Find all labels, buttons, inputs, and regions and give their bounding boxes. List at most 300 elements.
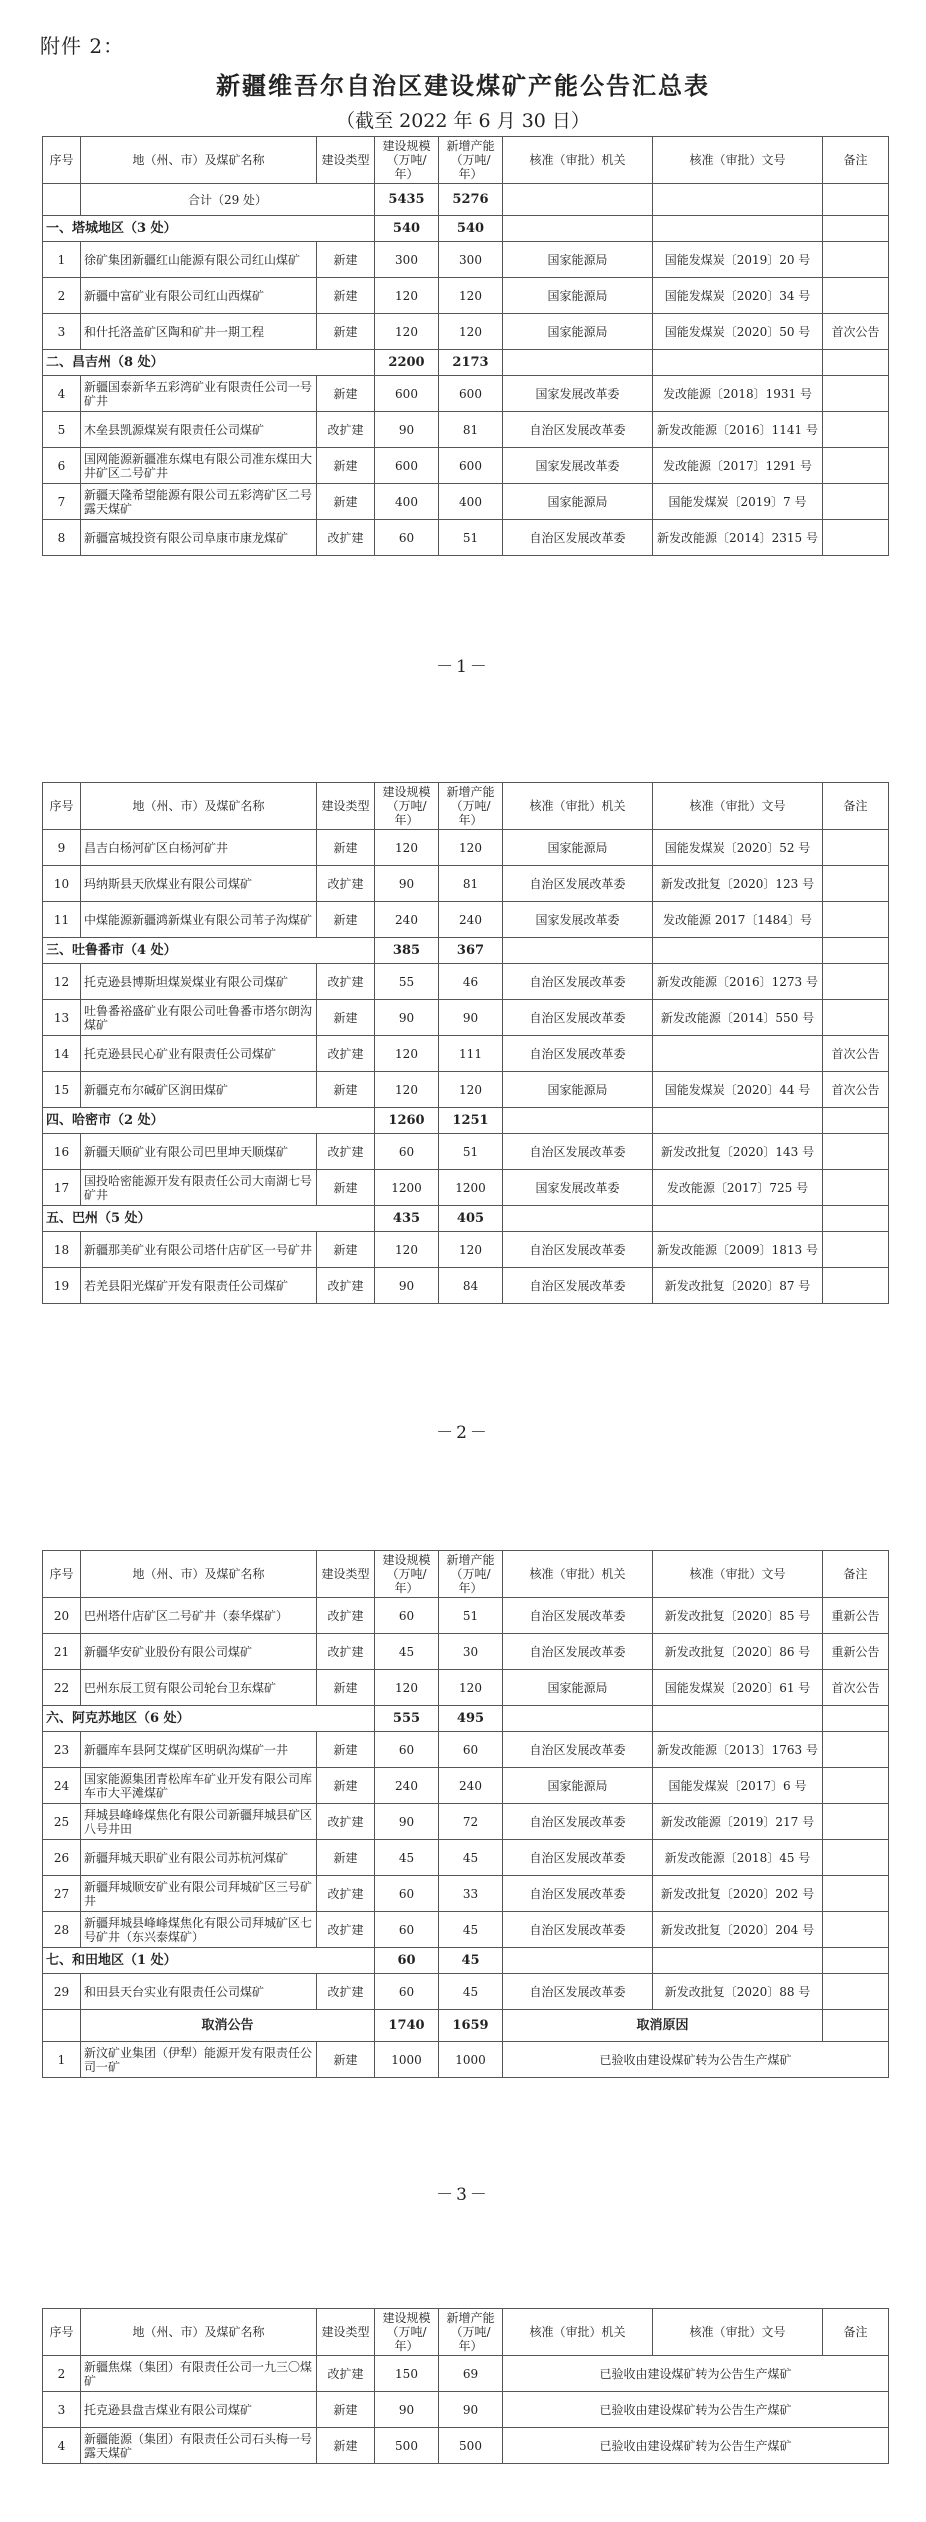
cell-note [823, 448, 889, 484]
cell-blank [503, 1706, 653, 1732]
cell-authority: 自治区发展改革委 [503, 1634, 653, 1670]
cell-scale: 45 [375, 1840, 439, 1876]
cell-scale: 60 [375, 1134, 439, 1170]
table-row [43, 1670, 889, 1706]
cell-scale: 600 [375, 448, 439, 484]
document-title: 新疆维吾尔自治区建设煤矿产能公告汇总表 [216, 71, 710, 100]
table-row [43, 1634, 889, 1670]
cell-capacity: 60 [439, 1732, 503, 1768]
cell-note: 首次公告 [823, 1072, 889, 1108]
table-row [43, 1840, 889, 1876]
cell-mine-name: 玛纳斯县天欣煤业有限公司煤矿 [81, 866, 317, 902]
cell-doc-number: 新发改能源〔2009〕1813 号 [653, 1232, 823, 1268]
header-scale: 建设规模（万吨/年） [375, 2309, 439, 2356]
cell-type: 改扩建 [317, 866, 375, 902]
cell-authority: 自治区发展改革委 [503, 1598, 653, 1634]
cell-note: 首次公告 [823, 314, 889, 350]
cell-type: 改扩建 [317, 1804, 375, 1840]
cell-authority: 国家能源局 [503, 830, 653, 866]
cell-authority: 自治区发展改革委 [503, 1876, 653, 1912]
cell-doc-number: 国能发煤炭〔2020〕61 号 [653, 1670, 823, 1706]
cell-mine-name: 新疆能源（集团）有限责任公司石头梅一号露天煤矿 [81, 2428, 317, 2464]
section-label: 五、巴州（5 处） [43, 1206, 375, 1232]
table-row [43, 1768, 889, 1804]
cell-doc-number: 发改能源〔2018〕1931 号 [653, 376, 823, 412]
header-row [43, 783, 889, 830]
cell-scale: 120 [375, 830, 439, 866]
section-label: 四、哈密市（2 处） [43, 1108, 375, 1134]
header-no: 序号 [43, 137, 81, 184]
cell-type: 改扩建 [317, 2356, 375, 2392]
cell-no: 29 [43, 1974, 81, 2010]
cell-mine-name: 新疆天顺矿业有限公司巴里坤天顺煤矿 [81, 1134, 317, 1170]
cell-no: 28 [43, 1912, 81, 1948]
cell-type: 改扩建 [317, 1268, 375, 1304]
cell-no: 8 [43, 520, 81, 556]
cell-blank [503, 1948, 653, 1974]
header-no: 序号 [43, 2309, 81, 2356]
cell-authority: 国家能源局 [503, 1072, 653, 1108]
cell-mine-name: 新疆华安矿业股份有限公司煤矿 [81, 1634, 317, 1670]
cell-type: 改扩建 [317, 1912, 375, 1948]
table-row [43, 376, 889, 412]
cancel-reason-header: 取消原因 [503, 2010, 823, 2042]
cell-note [823, 1232, 889, 1268]
header-authority: 核准（审批）机关 [503, 137, 653, 184]
cell-mine-name: 新汶矿业集团（伊犁）能源开发有限责任公司一矿 [81, 2042, 317, 2078]
table-row [43, 964, 889, 1000]
cell-no: 17 [43, 1170, 81, 1206]
table-row [43, 938, 889, 964]
cell-mine-name: 新疆拜城县峰峰煤焦化有限公司拜城矿区七号矿井（东兴泰煤矿） [81, 1912, 317, 1948]
cell-blank [653, 1108, 823, 1134]
header-type: 建设类型 [317, 783, 375, 830]
header-capacity: 新增产能（万吨/年） [439, 137, 503, 184]
cell-blank [653, 350, 823, 376]
cell-authority: 自治区发展改革委 [503, 1840, 653, 1876]
cell-capacity: 120 [439, 314, 503, 350]
cell-scale: 90 [375, 1000, 439, 1036]
cell-doc-number: 新发改批复〔2020〕123 号 [653, 866, 823, 902]
header-note: 备注 [823, 137, 889, 184]
cell-no: 13 [43, 1000, 81, 1036]
cell-capacity: 30 [439, 1634, 503, 1670]
cell-authority: 国家发展改革委 [503, 448, 653, 484]
cell-doc-number: 新发改能源〔2014〕2315 号 [653, 520, 823, 556]
cell-type: 新建 [317, 1232, 375, 1268]
cell-no: 25 [43, 1804, 81, 1840]
cell-scale: 90 [375, 412, 439, 448]
cell-type: 改扩建 [317, 520, 375, 556]
cell-blank [43, 2010, 81, 2042]
table-row [43, 1036, 889, 1072]
cell-authority: 国家能源局 [503, 278, 653, 314]
section-capacity: 1251 [439, 1108, 503, 1134]
cell-mine-name: 新疆库车县阿艾煤矿区明矾沟煤矿一井 [81, 1732, 317, 1768]
header-name: 地（州、市）及煤矿名称 [81, 2309, 317, 2356]
cell-note [823, 1000, 889, 1036]
cell-note [823, 278, 889, 314]
section-capacity: 2173 [439, 350, 503, 376]
cell-mine-name: 巴州东辰工贸有限公司轮台卫东煤矿 [81, 1670, 317, 1706]
section-capacity: 45 [439, 1948, 503, 1974]
cell-capacity: 300 [439, 242, 503, 278]
cell-capacity: 69 [439, 2356, 503, 2392]
cell-blank [43, 184, 81, 216]
header-name: 地（州、市）及煤矿名称 [81, 783, 317, 830]
cell-authority: 国家发展改革委 [503, 902, 653, 938]
section-scale: 540 [375, 216, 439, 242]
cell-capacity: 500 [439, 2428, 503, 2464]
cell-type: 新建 [317, 242, 375, 278]
cell-scale: 500 [375, 2428, 439, 2464]
cell-type: 新建 [317, 1670, 375, 1706]
cell-authority: 自治区发展改革委 [503, 1268, 653, 1304]
cell-no: 11 [43, 902, 81, 938]
cell-authority: 国家能源局 [503, 1670, 653, 1706]
cell-scale: 300 [375, 242, 439, 278]
cell-blank [823, 938, 889, 964]
summary-table-page-4 [42, 2308, 889, 2464]
cell-scale: 240 [375, 902, 439, 938]
cell-scale: 45 [375, 1634, 439, 1670]
table-row [43, 2428, 889, 2464]
cell-no: 20 [43, 1598, 81, 1634]
table-row [43, 314, 889, 350]
header-doc-number: 核准（审批）文号 [653, 2309, 823, 2356]
cell-type: 新建 [317, 1840, 375, 1876]
cell-type: 改扩建 [317, 1598, 375, 1634]
header-type: 建设类型 [317, 2309, 375, 2356]
cell-mine-name: 和什托洛盖矿区陶和矿井一期工程 [81, 314, 317, 350]
table-row [43, 484, 889, 520]
section-capacity: 405 [439, 1206, 503, 1232]
header-scale: 建设规模（万吨/年） [375, 137, 439, 184]
cell-type: 新建 [317, 278, 375, 314]
table-row [43, 902, 889, 938]
cell-mine-name: 新疆天隆希望能源有限公司五彩湾矿区二号露天煤矿 [81, 484, 317, 520]
cell-authority: 国家能源局 [503, 314, 653, 350]
cell-note [823, 1912, 889, 1948]
table-row [43, 278, 889, 314]
cell-blank [823, 1948, 889, 1974]
cell-blank [503, 1108, 653, 1134]
table-row [43, 1732, 889, 1768]
table-row [43, 1206, 889, 1232]
cell-cancel-reason: 已验收由建设煤矿转为公告生产煤矿 [503, 2042, 889, 2078]
section-scale: 2200 [375, 350, 439, 376]
header-row [43, 137, 889, 184]
cell-scale: 120 [375, 1670, 439, 1706]
cell-note [823, 1170, 889, 1206]
attachment-label: 附件 2： [40, 34, 125, 58]
cell-authority: 自治区发展改革委 [503, 1036, 653, 1072]
header-capacity: 新增产能（万吨/年） [439, 783, 503, 830]
table-row [43, 1912, 889, 1948]
cell-capacity: 46 [439, 964, 503, 1000]
table-row [43, 866, 889, 902]
cell-doc-number: 国能发煤炭〔2020〕34 号 [653, 278, 823, 314]
cell-type: 新建 [317, 2042, 375, 2078]
cell-capacity: 51 [439, 1598, 503, 1634]
cell-mine-name: 吐鲁番裕盛矿业有限公司吐鲁番市塔尔朗沟煤矿 [81, 1000, 317, 1036]
page-number: －2－ [436, 1423, 490, 1443]
cell-scale: 120 [375, 1232, 439, 1268]
cell-type: 改扩建 [317, 412, 375, 448]
table-row [43, 1598, 889, 1634]
cell-type: 新建 [317, 314, 375, 350]
section-label: 一、塔城地区（3 处） [43, 216, 375, 242]
cell-authority: 自治区发展改革委 [503, 1912, 653, 1948]
cell-no: 26 [43, 1840, 81, 1876]
cell-blank [653, 1706, 823, 1732]
cell-type: 新建 [317, 376, 375, 412]
cell-authority: 国家发展改革委 [503, 1170, 653, 1206]
cell-doc-number: 发改能源 2017〔1484〕号 [653, 902, 823, 938]
cell-scale: 1000 [375, 2042, 439, 2078]
cell-note [823, 964, 889, 1000]
cell-blank [503, 184, 653, 216]
cell-scale: 55 [375, 964, 439, 1000]
cell-scale: 60 [375, 1912, 439, 1948]
cell-doc-number: 新发改能源〔2013〕1763 号 [653, 1732, 823, 1768]
total-label: 合计（29 处） [81, 184, 375, 216]
cell-capacity: 120 [439, 278, 503, 314]
section-label: 二、昌吉州（8 处） [43, 350, 375, 376]
cell-authority: 国家发展改革委 [503, 376, 653, 412]
summary-table-page-3 [42, 1550, 889, 2078]
cell-scale: 60 [375, 1876, 439, 1912]
cell-doc-number: 发改能源〔2017〕725 号 [653, 1170, 823, 1206]
table-row [43, 830, 889, 866]
cell-no: 10 [43, 866, 81, 902]
cell-capacity: 600 [439, 376, 503, 412]
cell-cancel-reason: 已验收由建设煤矿转为公告生产煤矿 [503, 2428, 889, 2464]
section-label: 六、阿克苏地区（6 处） [43, 1706, 375, 1732]
section-scale: 60 [375, 1948, 439, 1974]
header-name: 地（州、市）及煤矿名称 [81, 1551, 317, 1598]
cell-mine-name: 国网能源新疆准东煤电有限公司准东煤田大井矿区二号矿井 [81, 448, 317, 484]
cell-scale: 90 [375, 2392, 439, 2428]
cell-mine-name: 新疆焦煤（集团）有限责任公司一九三〇煤矿 [81, 2356, 317, 2392]
cell-capacity: 1000 [439, 2042, 503, 2078]
cell-doc-number [653, 1036, 823, 1072]
cell-blank [823, 350, 889, 376]
header-scale: 建设规模（万吨/年） [375, 783, 439, 830]
cell-capacity: 51 [439, 1134, 503, 1170]
cell-scale: 120 [375, 1072, 439, 1108]
table-row [43, 1108, 889, 1134]
cell-note [823, 1768, 889, 1804]
cell-capacity: 33 [439, 1876, 503, 1912]
header-note: 备注 [823, 1551, 889, 1598]
cell-scale: 90 [375, 866, 439, 902]
cell-mine-name: 托克逊县博斯坦煤炭煤业有限公司煤矿 [81, 964, 317, 1000]
cell-mine-name: 若羌县阳光煤矿开发有限责任公司煤矿 [81, 1268, 317, 1304]
cell-capacity: 120 [439, 1232, 503, 1268]
cell-no: 5 [43, 412, 81, 448]
table-row [43, 1804, 889, 1840]
cell-mine-name: 托克逊县民心矿业有限责任公司煤矿 [81, 1036, 317, 1072]
cell-capacity: 240 [439, 902, 503, 938]
cell-cancel-reason: 已验收由建设煤矿转为公告生产煤矿 [503, 2356, 889, 2392]
cell-type: 改扩建 [317, 1036, 375, 1072]
cell-note [823, 1134, 889, 1170]
cell-scale: 120 [375, 278, 439, 314]
cell-mine-name: 新疆中富矿业有限公司红山西煤矿 [81, 278, 317, 314]
section-capacity: 540 [439, 216, 503, 242]
cell-doc-number: 新发改能源〔2014〕550 号 [653, 1000, 823, 1036]
cell-mine-name: 巴州塔什店矿区二号矿井（泰华煤矿） [81, 1598, 317, 1634]
table-row [43, 2010, 889, 2042]
cell-scale: 150 [375, 2356, 439, 2392]
table-row [43, 1268, 889, 1304]
cell-no: 12 [43, 964, 81, 1000]
cell-authority: 国家能源局 [503, 484, 653, 520]
section-capacity: 367 [439, 938, 503, 964]
cell-type: 新建 [317, 484, 375, 520]
cell-type: 新建 [317, 1000, 375, 1036]
cell-doc-number: 新发改能源〔2018〕45 号 [653, 1840, 823, 1876]
cell-mine-name: 新疆拜城天职矿业有限公司苏杭河煤矿 [81, 1840, 317, 1876]
cell-no: 3 [43, 314, 81, 350]
cell-mine-name: 国投哈密能源开发有限责任公司大南湖七号矿井 [81, 1170, 317, 1206]
cell-scale: 90 [375, 1268, 439, 1304]
cell-no: 18 [43, 1232, 81, 1268]
table-row [43, 2356, 889, 2392]
cell-no: 15 [43, 1072, 81, 1108]
cell-authority: 国家能源局 [503, 1768, 653, 1804]
cell-mine-name: 新疆国泰新华五彩湾矿业有限责任公司一号矿井 [81, 376, 317, 412]
cell-doc-number: 新发改批复〔2020〕86 号 [653, 1634, 823, 1670]
cell-mine-name: 和田县天台实业有限责任公司煤矿 [81, 1974, 317, 2010]
cell-authority: 自治区发展改革委 [503, 1804, 653, 1840]
header-row [43, 2309, 889, 2356]
cell-scale: 1200 [375, 1170, 439, 1206]
cell-note [823, 1268, 889, 1304]
cell-authority: 自治区发展改革委 [503, 964, 653, 1000]
header-name: 地（州、市）及煤矿名称 [81, 137, 317, 184]
cell-scale: 60 [375, 520, 439, 556]
cell-no: 2 [43, 2356, 81, 2392]
section-scale: 385 [375, 938, 439, 964]
cell-no: 6 [43, 448, 81, 484]
table-row [43, 1974, 889, 2010]
table-row [43, 350, 889, 376]
cell-authority: 自治区发展改革委 [503, 1134, 653, 1170]
cell-authority: 自治区发展改革委 [503, 866, 653, 902]
cancel-section-label: 取消公告 [81, 2010, 375, 2042]
cell-no: 1 [43, 2042, 81, 2078]
table-row [43, 1706, 889, 1732]
cell-no: 4 [43, 2428, 81, 2464]
section-label: 七、和田地区（1 处） [43, 1948, 375, 1974]
header-authority: 核准（审批）机关 [503, 783, 653, 830]
cell-capacity: 45 [439, 1912, 503, 1948]
cell-type: 新建 [317, 830, 375, 866]
document-subtitle: （截至 2022 年 6 月 30 日） [336, 110, 590, 132]
table-row [43, 1000, 889, 1036]
cell-mine-name: 新疆克布尔碱矿区润田煤矿 [81, 1072, 317, 1108]
section-scale: 1260 [375, 1108, 439, 1134]
cell-blank [823, 216, 889, 242]
header-capacity: 新增产能（万吨/年） [439, 1551, 503, 1598]
cell-note [823, 830, 889, 866]
cell-note [823, 1840, 889, 1876]
table-row [43, 1134, 889, 1170]
cell-note [823, 376, 889, 412]
cell-capacity: 120 [439, 1072, 503, 1108]
header-doc-number: 核准（审批）文号 [653, 783, 823, 830]
table-row [43, 2042, 889, 2078]
cell-scale: 400 [375, 484, 439, 520]
cell-capacity: 600 [439, 448, 503, 484]
table-row [43, 242, 889, 278]
cell-no: 19 [43, 1268, 81, 1304]
cell-no: 27 [43, 1876, 81, 1912]
cell-blank [503, 938, 653, 964]
cell-blank [823, 184, 889, 216]
cell-capacity: 51 [439, 520, 503, 556]
cell-mine-name: 新疆那美矿业有限公司塔什店矿区一号矿井 [81, 1232, 317, 1268]
cell-type: 改扩建 [317, 1876, 375, 1912]
cell-mine-name: 拜城县峰峰煤焦化有限公司新疆拜城县矿区八号井田 [81, 1804, 317, 1840]
cell-scale: 120 [375, 314, 439, 350]
cell-no: 4 [43, 376, 81, 412]
cell-no: 2 [43, 278, 81, 314]
cell-blank [823, 2010, 889, 2042]
cell-doc-number: 国能发煤炭〔2020〕44 号 [653, 1072, 823, 1108]
table-row [43, 448, 889, 484]
cell-capacity: 90 [439, 1000, 503, 1036]
header-no: 序号 [43, 1551, 81, 1598]
header-authority: 核准（审批）机关 [503, 2309, 653, 2356]
cell-blank [653, 1206, 823, 1232]
cell-note [823, 1732, 889, 1768]
cell-no: 16 [43, 1134, 81, 1170]
cell-note: 首次公告 [823, 1670, 889, 1706]
section-scale: 555 [375, 1706, 439, 1732]
cell-doc-number: 新发改能源〔2016〕1141 号 [653, 412, 823, 448]
cell-authority: 自治区发展改革委 [503, 1974, 653, 2010]
summary-table-page-1 [42, 136, 889, 556]
cell-capacity: 45 [439, 1974, 503, 2010]
cell-cancel-reason: 已验收由建设煤矿转为公告生产煤矿 [503, 2392, 889, 2428]
section-scale: 435 [375, 1206, 439, 1232]
cell-type: 新建 [317, 1768, 375, 1804]
header-type: 建设类型 [317, 137, 375, 184]
cell-doc-number: 国能发煤炭〔2019〕7 号 [653, 484, 823, 520]
cell-no: 1 [43, 242, 81, 278]
cell-no: 22 [43, 1670, 81, 1706]
cell-doc-number: 国能发煤炭〔2019〕20 号 [653, 242, 823, 278]
cell-authority: 自治区发展改革委 [503, 1000, 653, 1036]
cell-type: 新建 [317, 448, 375, 484]
cell-doc-number: 新发改批复〔2020〕88 号 [653, 1974, 823, 2010]
cell-no: 7 [43, 484, 81, 520]
table-row [43, 1948, 889, 1974]
cell-type: 新建 [317, 1170, 375, 1206]
header-scale: 建设规模（万吨/年） [375, 1551, 439, 1598]
cell-doc-number: 新发改能源〔2016〕1273 号 [653, 964, 823, 1000]
cell-blank [653, 1948, 823, 1974]
header-row [43, 1551, 889, 1598]
cell-no: 23 [43, 1732, 81, 1768]
cell-doc-number: 国能发煤炭〔2017〕6 号 [653, 1768, 823, 1804]
cell-scale: 90 [375, 1804, 439, 1840]
header-capacity: 新增产能（万吨/年） [439, 2309, 503, 2356]
cell-authority: 自治区发展改革委 [503, 520, 653, 556]
